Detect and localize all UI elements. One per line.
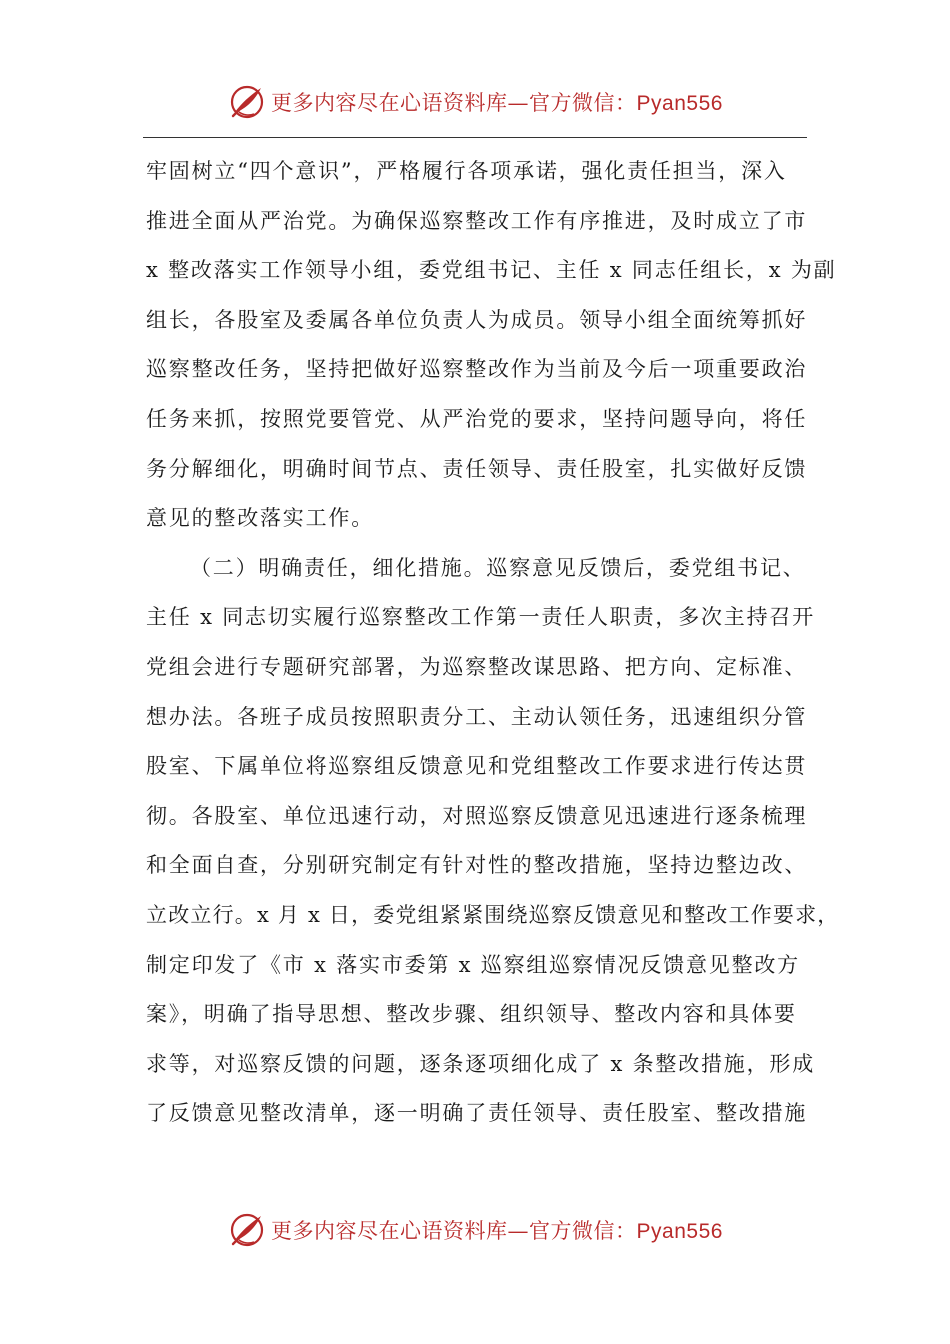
footer-banner [0, 1208, 950, 1252]
text-line: 意见的整改落实工作。 [146, 506, 374, 531]
footer-banner-text: 更多内容尽在心语资料库—官方微信：Pyan556 [271, 1219, 723, 1243]
header-divider [143, 137, 807, 138]
quill-pen-logo-icon [227, 1210, 267, 1250]
text-line: 巡察整改任务，坚持把做好巡察整改作为当前及今后一项重要政治 [146, 357, 808, 382]
text-line: 求等，对巡察反馈的问题，逐条逐项细化成了 x 条整改措施，形成 [146, 1051, 815, 1076]
text-line: 彻。各股室、单位迅速行动，对照巡察反馈意见迅速进行逐条梳理 [146, 803, 808, 828]
text-line: 主任 x 同志切实履行巡察整改工作第一责任人职责，多次主持召开 [146, 605, 815, 630]
text-line: 了反馈意见整改清单，逐一明确了责任领导、责任股室、整改措施 [146, 1101, 808, 1126]
text-line: 制定印发了《市 x 落实市委第 x 巡察组巡察情况反馈意见整改方 [146, 952, 800, 977]
text-line: 党组会进行专题研究部署，为巡察整改谋思路、把方向、定标准、 [146, 654, 808, 679]
text-line: 想办法。各班子成员按照职责分工、主动认领任务，迅速组织分管 [146, 704, 808, 729]
document-body [146, 147, 840, 1139]
text-line: 和全面自查，分别研究制定有针对性的整改措施，坚持边整边改、 [146, 853, 808, 878]
text-line: 任务来抓，按照党要管党、从严治党的要求，坚持问题导向，将任 [146, 406, 808, 431]
paragraph-heading-line: （二）明确责任，细化措施。巡察意见反馈后，委党组书记、 [190, 555, 806, 580]
header-banner [0, 80, 950, 124]
text-line: 组长，各股室及委属各单位负责人为成员。领导小组全面统筹抓好 [146, 307, 808, 332]
text-line: 案》，明确了指导思想、整改步骤、组织领导、整改内容和具体要 [146, 1002, 797, 1027]
text-line: 务分解细化，明确时间节点、责任领导、责任股室，扎实做好反馈 [146, 456, 808, 481]
text-line: 股室、下属单位将巡察组反馈意见和党组整改工作要求进行传达贯 [146, 754, 808, 779]
footer-wechat-id: Pyan556 [636, 1220, 723, 1243]
text-line: x 整改落实工作领导小组，委党组书记、主任 x 同志任组长，x 为副 [146, 258, 837, 283]
text-line: 立改立行。x 月 x 日，委党组紧紧围绕巡察反馈意见和整改工作要求， [146, 902, 840, 927]
quill-pen-logo-icon [227, 82, 267, 122]
header-wechat-id: Pyan556 [636, 92, 723, 115]
header-banner-text: 更多内容尽在心语资料库—官方微信：Pyan556 [271, 91, 723, 115]
text-line: 牢固树立“四个意识”，严格履行各项承诺，强化责任担当，深入 [146, 159, 787, 183]
text-line: 推进全面从严治党。为确保巡察整改工作有序推进，及时成立了市 [146, 208, 808, 233]
